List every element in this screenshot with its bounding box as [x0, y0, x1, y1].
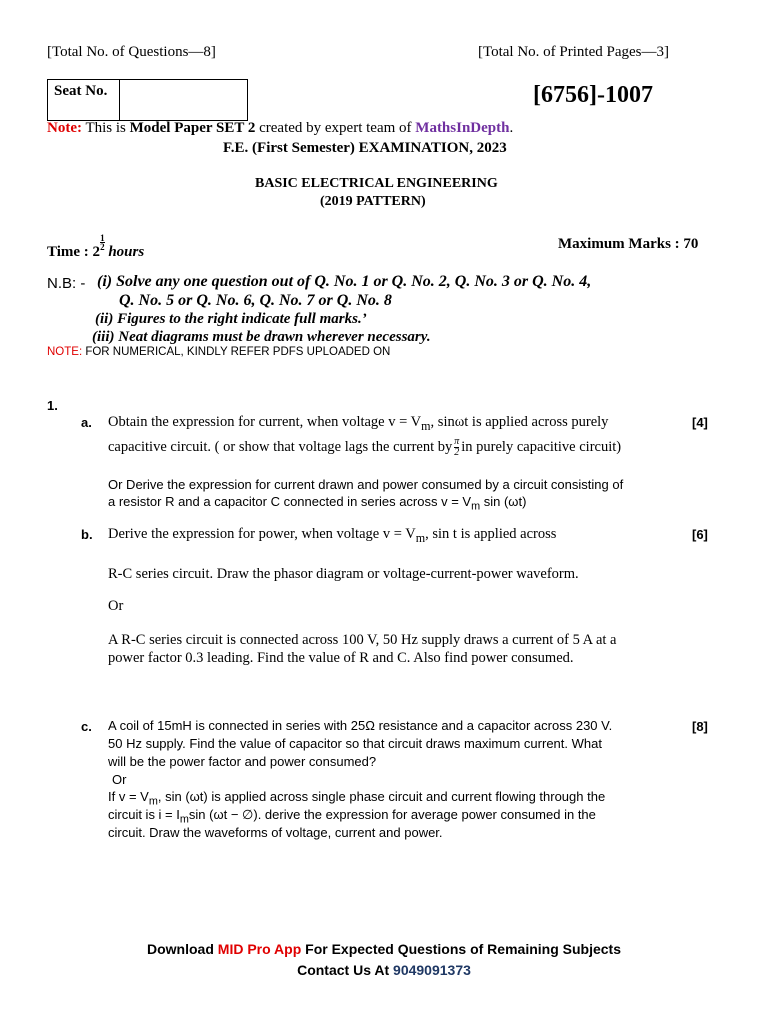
time-frac-num: 1	[100, 233, 105, 243]
note-label: Note:	[47, 120, 82, 136]
q1c-label: c.	[81, 719, 92, 734]
q1a-label: a.	[81, 415, 92, 430]
q1c-line-6: circuit. Draw the waveforms of voltage, current and power.	[108, 825, 443, 840]
q1c-line-2: 50 Hz supply. Find the value of capacitor so that circuit draws maximum current. What	[108, 736, 602, 751]
numerical-note-text: FOR NUMERICAL, KINDLY REFER PDFS UPLOADED ON	[82, 346, 391, 358]
question-number: 1.	[47, 398, 58, 413]
q1a-line-2	[108, 437, 621, 458]
time-label: Time : 2	[47, 244, 101, 260]
q1b-line-4: power factor 0.3 leading. Find the value of R and C. Also find power consumed.	[108, 650, 574, 666]
q1a-line-2-end: in purely capacitive circuit)	[461, 438, 622, 455]
q1a-or-line-2-text: a resistor R and a capacitor C connected in series across v = V	[108, 494, 472, 509]
max-marks: Maximum Marks : 70	[558, 236, 699, 252]
footer-download-text-1: Download	[147, 941, 218, 957]
q1c-line-1: A coil of 15mH is connected in series with 25Ω resistance and a capacitor across 230 V.	[108, 718, 613, 733]
q1a-frac-num: π	[454, 436, 460, 447]
seat-box-divider	[119, 80, 120, 120]
time-frac-den: 2	[100, 242, 105, 252]
q1c-line-4-text: If v = V	[108, 789, 149, 804]
q1a-line-1-sub: m	[421, 418, 431, 433]
q1c-line-5-sub: m	[179, 813, 189, 826]
footer-download	[0, 941, 768, 957]
footer-contact	[0, 962, 768, 978]
footer-contact-line	[0, 962, 768, 978]
seat-label: Seat No.	[54, 83, 108, 99]
seat-number-box	[47, 79, 248, 121]
q1b-line-3: A R-C series circuit is connected across 100 V, 50 Hz supply draws a current of 5 A at a	[108, 632, 617, 648]
q1c-line-5-text: circuit is i = I	[108, 807, 180, 822]
q1b-line-1-sub: m	[415, 530, 426, 545]
q1a-or-line-2-sub: m	[471, 500, 481, 513]
q1b-line-1-text: Derive the expression for power, when voltage v = V	[108, 526, 416, 542]
pattern-title: (2019 PATTERN)	[320, 194, 426, 209]
footer-phone[interactable]: 9049091373	[393, 962, 471, 978]
q1a-or-line-1: Or Derive the expression for current drawn and power consumed by a circuit consisting of	[108, 477, 624, 492]
total-pages: [Total No. of Printed Pages—3]	[478, 44, 670, 60]
q1a-line-1-text: Obtain the expression for current, when voltage v = V	[108, 414, 422, 430]
q1b-marks: [6]	[692, 527, 708, 542]
nb-label: N.B: -	[47, 275, 86, 292]
nb-line-1: (i) Solve any one question out of Q. No. 1 or Q. No. 2, Q. No. 3 or Q. No. 4,	[97, 273, 592, 290]
note-text-2: created by expert team of	[255, 120, 416, 136]
time-duration	[47, 234, 144, 261]
footer-contact-text: Contact Us At	[297, 962, 394, 978]
q1c-marks: [8]	[692, 719, 708, 734]
nb-line-3: (ii) Figures to the right indicate full marks.’	[95, 311, 367, 327]
q1c-line-5	[108, 807, 596, 826]
numerical-note	[47, 346, 390, 358]
q1b-line-1-end: , sin t is applied across	[425, 526, 557, 542]
q1c-line-3: will be the power factor and power consumed?	[108, 754, 377, 769]
q1a-marks: [4]	[692, 415, 708, 430]
q1a-line-1-end: , sinωt is applied across purely	[430, 414, 609, 430]
q1b-label: b.	[81, 527, 93, 542]
q1a-or-line-2	[108, 494, 526, 513]
q1b-line-1	[108, 526, 556, 546]
footer-app-link[interactable]: MID Pro App	[217, 941, 302, 957]
note-text-1: This is	[81, 120, 130, 136]
footer-download-text-2: For Expected Questions of Remaining Subjects	[301, 941, 621, 957]
paper-code: [6756]-1007	[533, 82, 653, 108]
q1a-line-2-text: capacitive circuit. ( or show that voltage lags the current by	[108, 438, 453, 455]
note-emphasis: Model Paper SET 2	[129, 120, 256, 136]
nb-line-4: (iii) Neat diagrams must be drawn wherever necessary.	[92, 329, 431, 345]
q1a-fraction	[454, 437, 459, 458]
q1b-or: Or	[108, 598, 124, 614]
time-unit: hours	[104, 244, 145, 260]
exam-title: F.E. (First Semester) EXAMINATION, 2023	[223, 140, 507, 156]
total-questions: [Total No. of Questions—8]	[47, 44, 216, 60]
q1c-line-4	[108, 789, 605, 808]
subject-title: BASIC ELECTRICAL ENGINEERING	[255, 176, 498, 191]
numerical-note-label: NOTE:	[47, 346, 83, 358]
q1a-or-line-2-end: sin (ωt)	[483, 494, 527, 509]
nb-line-2: Q. No. 5 or Q. No. 6, Q. No. 7 or Q. No. 8	[119, 292, 392, 309]
q1a-line-1	[108, 414, 608, 434]
note-end: .	[509, 120, 514, 136]
q1c-line-4-sub: m	[148, 795, 158, 808]
footer-download-line	[0, 941, 768, 957]
q1c-line-4-end: , sin (ωt) is applied across single phase circuit and current flowing through the	[157, 789, 606, 804]
q1c-line-5-end: sin (ωt − ∅). derive the expression for average power consumed in the	[188, 807, 596, 822]
q1b-line-2: R-C series circuit. Draw the phasor diagram or voltage-current-power waveform.	[108, 566, 579, 582]
brand-name: MathsInDepth	[415, 120, 510, 136]
q1a-frac-den: 2	[454, 447, 460, 458]
q1c-or: Or	[112, 772, 127, 787]
model-paper-note	[47, 120, 513, 137]
